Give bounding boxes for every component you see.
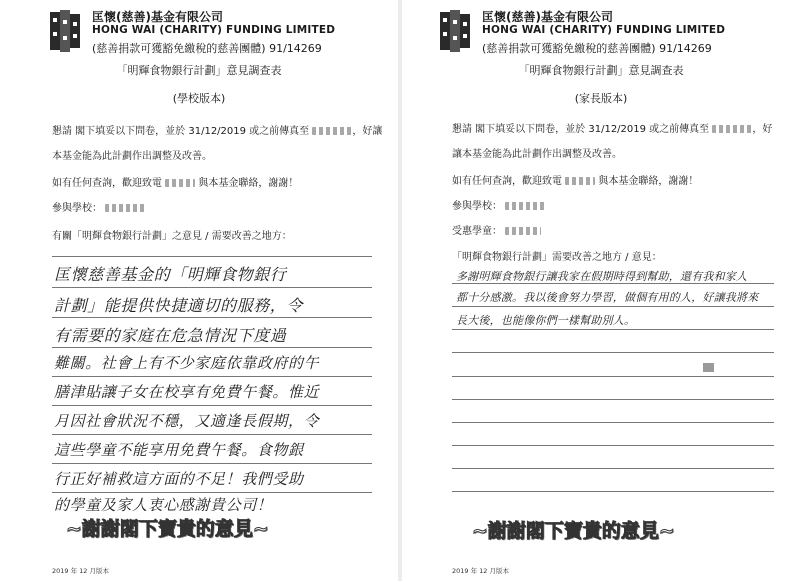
- redacted-fax-number: [312, 127, 352, 135]
- ruled-line: [52, 434, 372, 435]
- ruled-line: [452, 422, 774, 423]
- ruled-line: [452, 376, 774, 377]
- thanks-banner: ~謝謝閣下寶貴的意見~: [66, 518, 269, 540]
- instruction-line-2: 讓本基金能為此計劃作出調整及改善。: [452, 149, 622, 160]
- ruled-line: [52, 463, 372, 464]
- org-registration: (慈善捐款可獲豁免繳稅的慈善團體) 91/14269: [92, 42, 322, 55]
- org-name-en: HONG WAI (CHARITY) FUNDING LIMITED: [482, 24, 726, 36]
- footer-date: 2019 年 12 月版本: [52, 567, 110, 575]
- instruction-line-2: 本基金能為此計劃作出調整及改善。: [52, 151, 212, 162]
- ruled-line: [452, 468, 774, 469]
- recipient-field: 受惠學童：: [452, 222, 541, 237]
- ruled-line: [52, 256, 372, 257]
- thanks-banner: ~謝謝閣下寶貴的意見~: [472, 520, 675, 542]
- org-name-cn: 匡懷(慈善)基金有限公司: [92, 10, 223, 24]
- ruled-line: [52, 405, 372, 406]
- form-title: 「明輝食物銀行計劃」意見調查表: [116, 64, 282, 77]
- handwriting-line-2: 計劃」能提供快捷適切的服務，令: [54, 296, 304, 315]
- ruled-line: [452, 283, 774, 284]
- ruled-line: [452, 491, 774, 492]
- org-registration: (慈善捐款可獲豁免繳稅的慈善團體) 91/14269: [482, 42, 712, 55]
- redacted-school-name: [505, 202, 545, 210]
- redacted-school-name: [105, 204, 147, 212]
- handwriting-line-3: 有需要的家庭在危急情況下度過: [54, 326, 287, 345]
- inquiry-line: 如有任何查詢，歡迎致電 與本基金聯絡，謝謝！: [452, 176, 699, 187]
- redacted-fax-number: [712, 125, 752, 133]
- school-field: 參與學校：: [52, 199, 147, 214]
- instruction-line-1: 懇請 閣下填妥以下問卷，並於 31/12/2019 或之前傳真至 ，好讓: [52, 126, 383, 137]
- footer-date: 2019 年 12 月版本: [452, 567, 510, 575]
- ruled-line: [452, 445, 774, 446]
- form-version: (家長版本): [574, 92, 628, 105]
- handwriting-line-9: 的學童及家人衷心感謝貴公司！: [54, 496, 273, 514]
- inquiry-line: 如有任何查詢，歡迎致電 與本基金聯絡，謝謝！: [52, 178, 299, 189]
- handwriting-line-2: 都十分感激。我以後會努力學習，做個有用的人，好讓我將來: [456, 291, 759, 304]
- school-field: 參與學校：: [452, 197, 545, 212]
- ink-mark-icon: [702, 362, 716, 374]
- foundation-logo-icon: [48, 8, 82, 54]
- handwriting-line-1: 匡懷慈善基金的「明輝食物銀行: [54, 265, 287, 284]
- handwriting-line-3: 長大後，也能像你們一樣幫助別人。: [456, 314, 636, 327]
- handwriting-line-4: 難關。社會上有不少家庭依靠政府的午: [54, 354, 320, 372]
- ruled-line: [452, 306, 774, 307]
- ruled-line: [452, 329, 774, 330]
- opinion-label: 「明輝食物銀行計劃」需要改善之地方 / 意見：: [452, 252, 662, 263]
- form-title: 「明輝食物銀行計劃」意見調查表: [518, 64, 684, 77]
- form-version: (學校版本): [172, 92, 226, 105]
- redacted-recipient-name: [505, 227, 541, 235]
- handwriting-line-7: 這些學童不能享用免費午餐。食物銀: [54, 441, 304, 459]
- ruled-line: [52, 376, 372, 377]
- ruled-line: [52, 492, 372, 493]
- instruction-line-1: 懇請 閣下填妥以下問卷，並於 31/12/2019 或之前傳真至 ，好: [452, 124, 773, 135]
- redacted-phone-number: [165, 179, 195, 187]
- ruled-line: [452, 352, 774, 353]
- handwriting-line-8: 行正好補救這方面的不足！我們受助: [54, 470, 304, 488]
- school-version-form: [0, 0, 398, 581]
- handwriting-line-5: 膳津貼讓子女在校享有免費午餐。惟近: [54, 383, 320, 401]
- handwriting-line-6: 月因社會狀況不穩，又適逢長假期，令: [54, 412, 320, 430]
- parent-version-form: [402, 0, 800, 581]
- ruled-line: [52, 287, 372, 288]
- ruled-line: [52, 347, 372, 348]
- ruled-line: [452, 399, 774, 400]
- redacted-phone-number: [565, 177, 595, 185]
- handwriting-line-1: 多謝明輝食物銀行讓我家在假期時得到幫助，還有我和家人: [456, 270, 748, 283]
- org-name-en: HONG WAI (CHARITY) FUNDING LIMITED: [92, 24, 336, 36]
- ruled-line: [52, 317, 372, 318]
- opinion-label: 有關「明輝食物銀行計劃」之意見 / 需要改善之地方：: [52, 231, 292, 242]
- foundation-logo-icon: [438, 8, 472, 54]
- org-name-cn: 匡懷(慈善)基金有限公司: [482, 10, 613, 24]
